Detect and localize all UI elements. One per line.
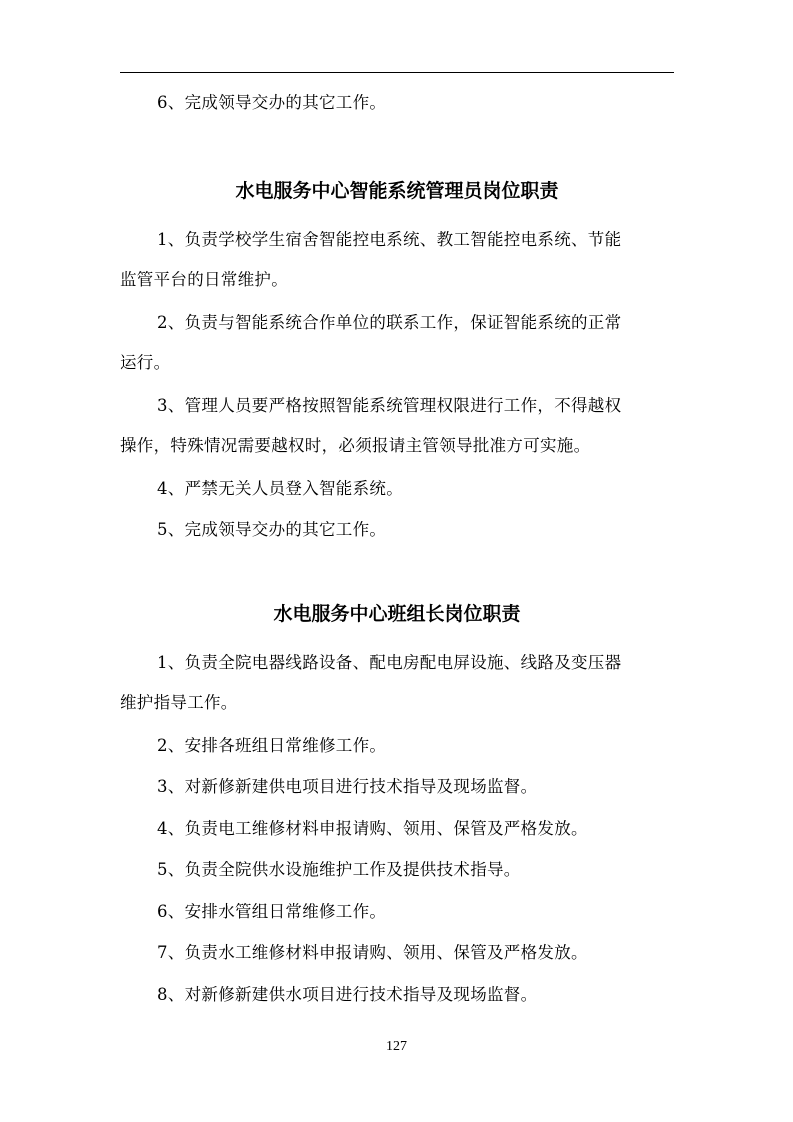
list-item: 1、负责学校学生宿舍智能控电系统、教工智能控电系统、节能: [157, 230, 622, 249]
section-title: 水电服务中心班组长岗位职责: [273, 603, 521, 625]
paragraph-line: 6、完成领导交办的其它工作。: [157, 93, 387, 112]
list-item-continuation: 操作，特殊情况需要越权时，必须报请主管领导批准方可实施。: [120, 436, 591, 455]
list-item: 1、负责全院电器线路设备、配电房配电屏设施、线路及变压器: [157, 653, 622, 672]
list-item: 5、负责全院供水设施维护工作及提供技术指导。: [157, 860, 521, 879]
list-item: 5、完成领导交办的其它工作。: [157, 520, 387, 539]
list-item: 2、负责与智能系统合作单位的联系工作，保证智能系统的正常: [157, 313, 622, 332]
list-item-continuation: 维护指导工作。: [120, 693, 238, 712]
list-item: 4、负责电工维修材料申报请购、领用、保管及严格发放。: [157, 819, 588, 838]
section-title: 水电服务中心智能系统管理员岗位职责: [235, 180, 559, 202]
list-item-continuation: 运行。: [120, 353, 171, 372]
list-item: 7、负责水工维修材料申报请购、领用、保管及严格发放。: [157, 943, 588, 962]
list-item: 4、严禁无关人员登入智能系统。: [157, 479, 403, 498]
list-item: 3、管理人员要严格按照智能系统管理权限进行工作，不得越权: [157, 396, 622, 415]
list-item: 8、对新修新建供水项目进行技术指导及现场监督。: [157, 985, 538, 1004]
header-rule: [120, 72, 674, 73]
list-item-continuation: 监管平台的日常维护。: [120, 270, 288, 289]
list-item: 3、对新修新建供电项目进行技术指导及现场监督。: [157, 777, 538, 796]
page-number: 127: [386, 1039, 407, 1054]
list-item: 2、安排各班组日常维修工作。: [157, 736, 387, 755]
list-item: 6、安排水管组日常维修工作。: [157, 902, 387, 921]
